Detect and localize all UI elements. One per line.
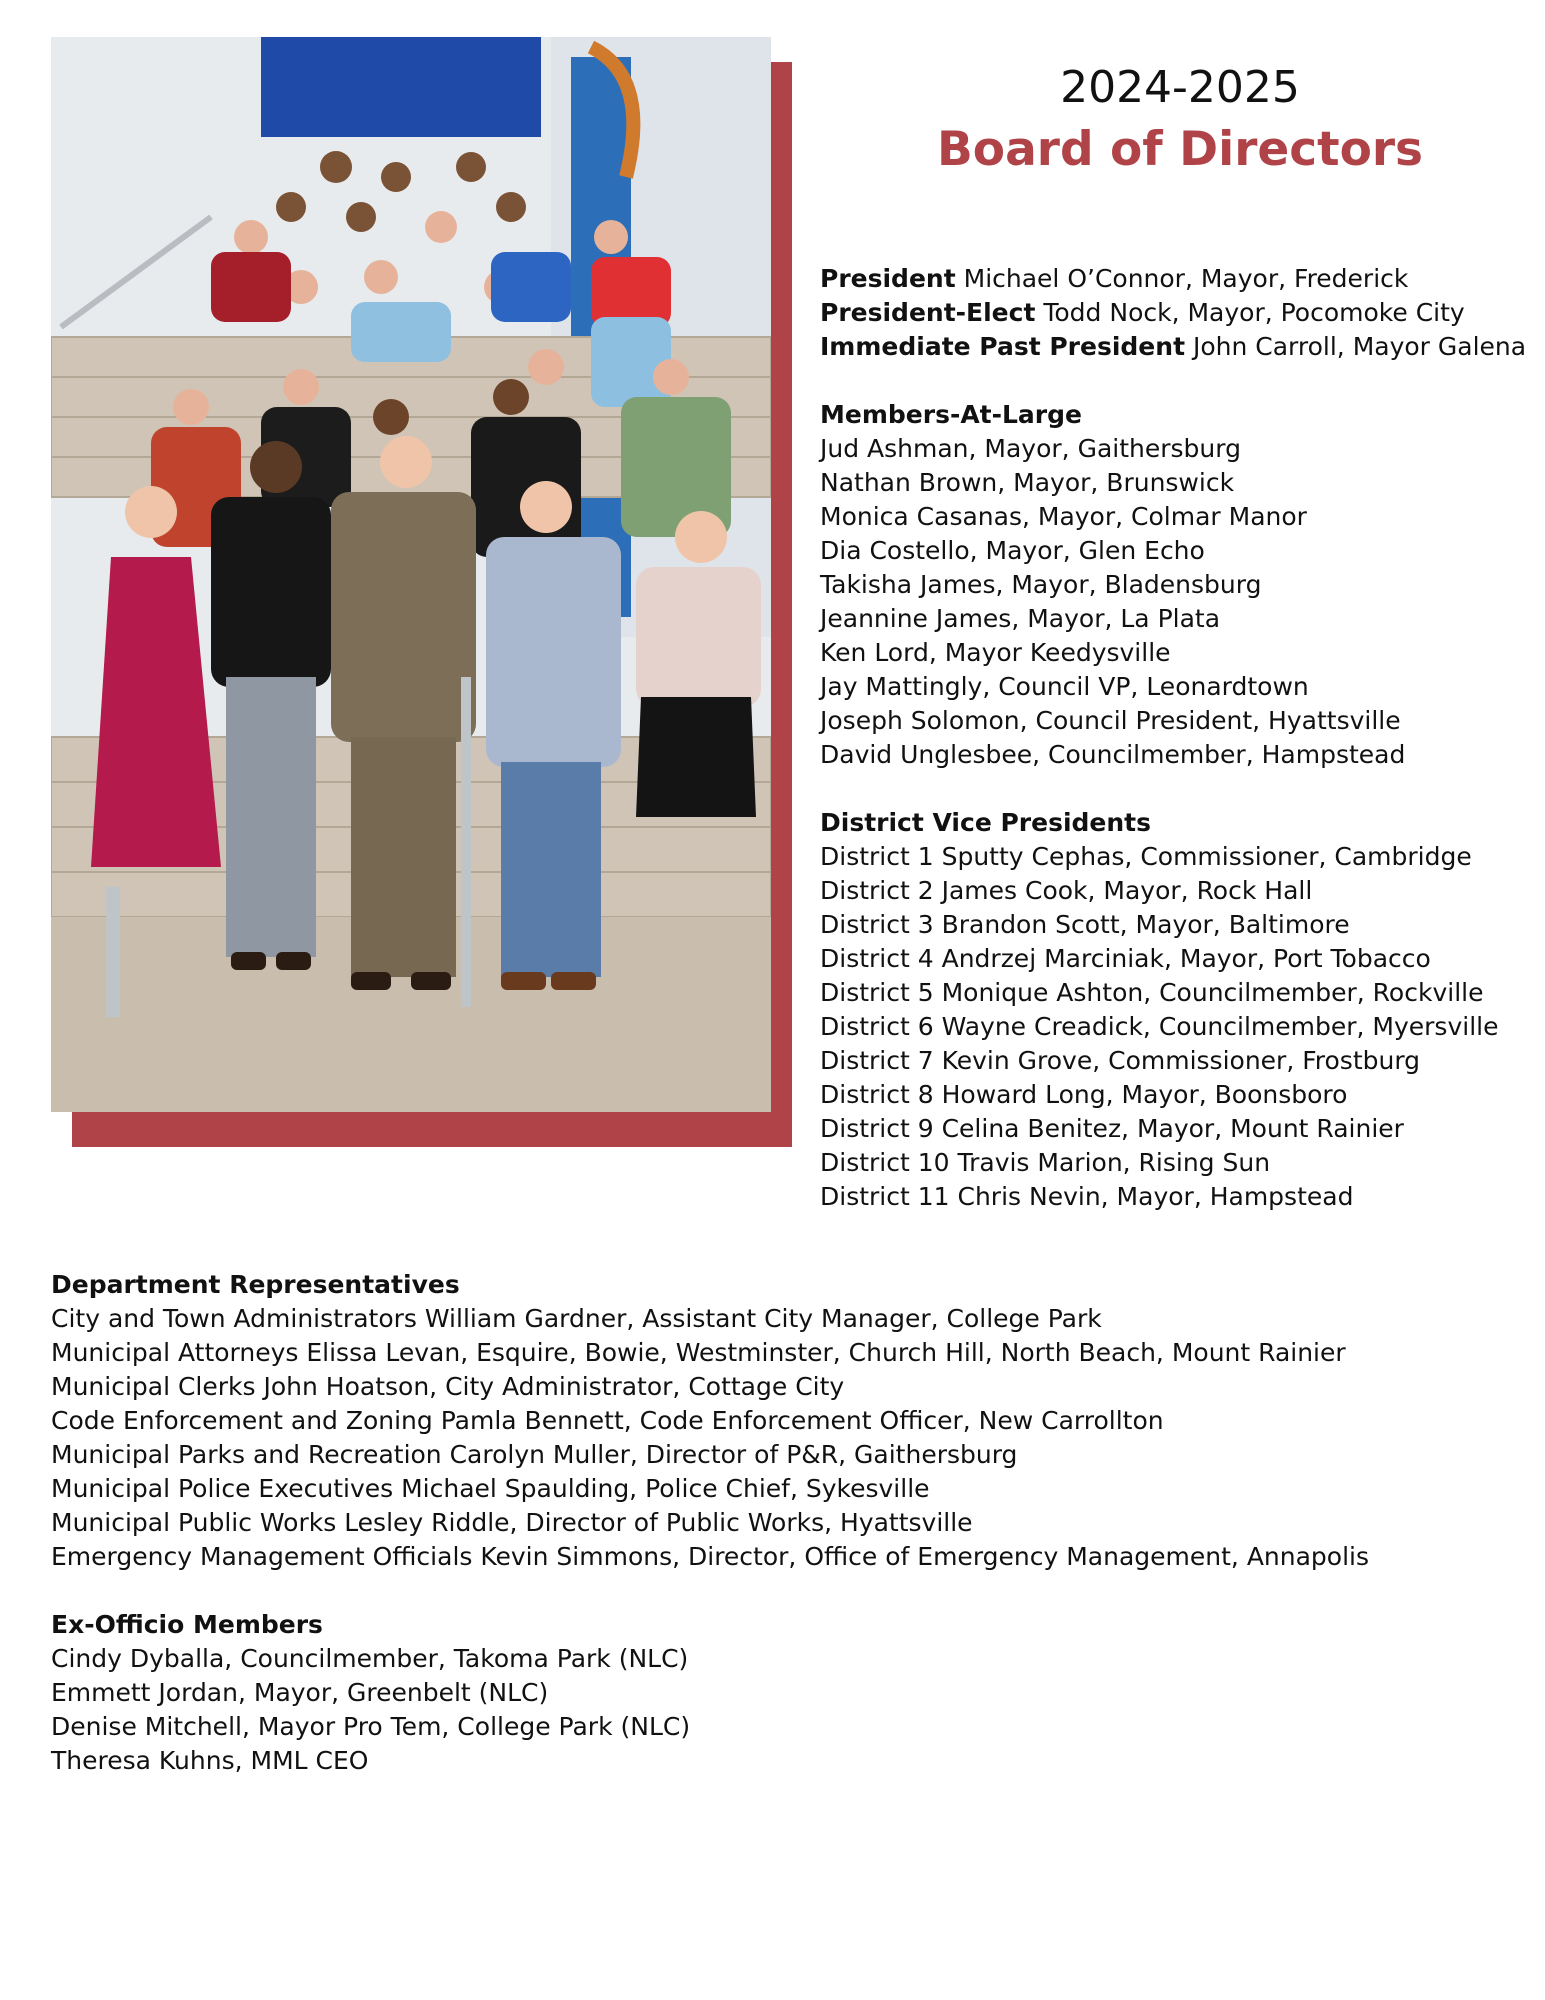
department-reps-section bbox=[51, 1268, 1369, 1778]
list-item: David Unglesbee, Councilmember, Hampstead bbox=[820, 740, 1406, 769]
officer-details: Todd Nock, Mayor, Pocomoke City bbox=[1043, 298, 1465, 327]
officer-president-elect bbox=[820, 296, 1526, 330]
list-item: Takisha James, Mayor, Bladensburg bbox=[820, 570, 1262, 599]
list-item: Ken Lord, Mayor Keedysville bbox=[820, 638, 1171, 667]
officer-president bbox=[820, 262, 1526, 296]
officer-role: President bbox=[820, 264, 956, 293]
list-item: Jeannine James, Mayor, La Plata bbox=[820, 604, 1221, 633]
list-item: District 4 Andrzej Marciniak, Mayor, Port Tobacco bbox=[820, 944, 1431, 973]
members-at-large-heading: Members-At-Large bbox=[820, 400, 1082, 429]
list-item: Nathan Brown, Mayor, Brunswick bbox=[820, 468, 1235, 497]
list-item: Municipal Public Works Lesley Riddle, Director of Public Works, Hyattsville bbox=[51, 1508, 973, 1537]
list-item: City and Town Administrators William Gardner, Assistant City Manager, College Park bbox=[51, 1304, 1102, 1333]
officer-details: John Carroll, Mayor Galena bbox=[1192, 332, 1527, 361]
list-item: District 2 James Cook, Mayor, Rock Hall bbox=[820, 876, 1313, 905]
list-item: District 3 Brandon Scott, Mayor, Baltimore bbox=[820, 910, 1350, 939]
list-item: Code Enforcement and Zoning Pamla Bennett, Code Enforcement Officer, New Carrollton bbox=[51, 1406, 1164, 1435]
list-item: Denise Mitchell, Mayor Pro Tem, College Park (NLC) bbox=[51, 1712, 691, 1741]
list-item: Dia Costello, Mayor, Glen Echo bbox=[820, 536, 1205, 565]
group-photo bbox=[51, 37, 771, 1112]
list-item: Jud Ashman, Mayor, Gaithersburg bbox=[820, 434, 1241, 463]
list-item: District 7 Kevin Grove, Commissioner, Frostburg bbox=[820, 1046, 1421, 1075]
officer-role: Immediate Past President bbox=[820, 332, 1186, 361]
officers-section bbox=[820, 262, 1526, 1214]
list-item: Monica Casanas, Mayor, Colmar Manor bbox=[820, 502, 1307, 531]
list-item: Emergency Management Officials Kevin Simmons, Director, Office of Emergency Management, Annapolis bbox=[51, 1542, 1370, 1571]
list-item: District 1 Sputty Cephas, Commissioner, Cambridge bbox=[820, 842, 1472, 871]
officer-role: President-Elect bbox=[820, 298, 1036, 327]
list-item: Municipal Attorneys Elissa Levan, Esquire, Bowie, Westminster, Church Hill, North Beach, Mount Rainier bbox=[51, 1338, 1346, 1367]
title-year: 2024-2025 bbox=[1060, 62, 1300, 113]
list-item: Jay Mattingly, Council VP, Leonardtown bbox=[820, 672, 1309, 701]
officer-past-president bbox=[820, 330, 1526, 364]
list-item: Theresa Kuhns, MML CEO bbox=[51, 1746, 369, 1775]
list-item: Municipal Parks and Recreation Carolyn Muller, Director of P&R, Gaithersburg bbox=[51, 1440, 1018, 1469]
list-item: District 6 Wayne Creadick, Councilmember, Myersville bbox=[820, 1012, 1499, 1041]
list-item: Cindy Dyballa, Councilmember, Takoma Park (NLC) bbox=[51, 1644, 689, 1673]
list-item: District 9 Celina Benitez, Mayor, Mount Rainier bbox=[820, 1114, 1404, 1143]
list-item: Emmett Jordan, Mayor, Greenbelt (NLC) bbox=[51, 1678, 549, 1707]
list-item: Municipal Clerks John Hoatson, City Administrator, Cottage City bbox=[51, 1372, 845, 1401]
district-vps-heading: District Vice Presidents bbox=[820, 808, 1152, 837]
list-item: District 11 Chris Nevin, Mayor, Hampstead bbox=[820, 1182, 1354, 1211]
list-item: District 5 Monique Ashton, Councilmember, Rockville bbox=[820, 978, 1484, 1007]
list-item: Joseph Solomon, Council President, Hyattsville bbox=[820, 706, 1401, 735]
department-reps-heading: Department Representatives bbox=[51, 1270, 460, 1299]
officer-details: Michael O’Connor, Mayor, Frederick bbox=[963, 264, 1409, 293]
list-item: District 10 Travis Marion, Rising Sun bbox=[820, 1148, 1271, 1177]
ex-officio-heading: Ex-Officio Members bbox=[51, 1610, 323, 1639]
list-item: Municipal Police Executives Michael Spaulding, Police Chief, Sykesville bbox=[51, 1474, 930, 1503]
list-item: District 8 Howard Long, Mayor, Boonsboro bbox=[820, 1080, 1348, 1109]
title-heading: Board of Directors bbox=[936, 122, 1424, 177]
